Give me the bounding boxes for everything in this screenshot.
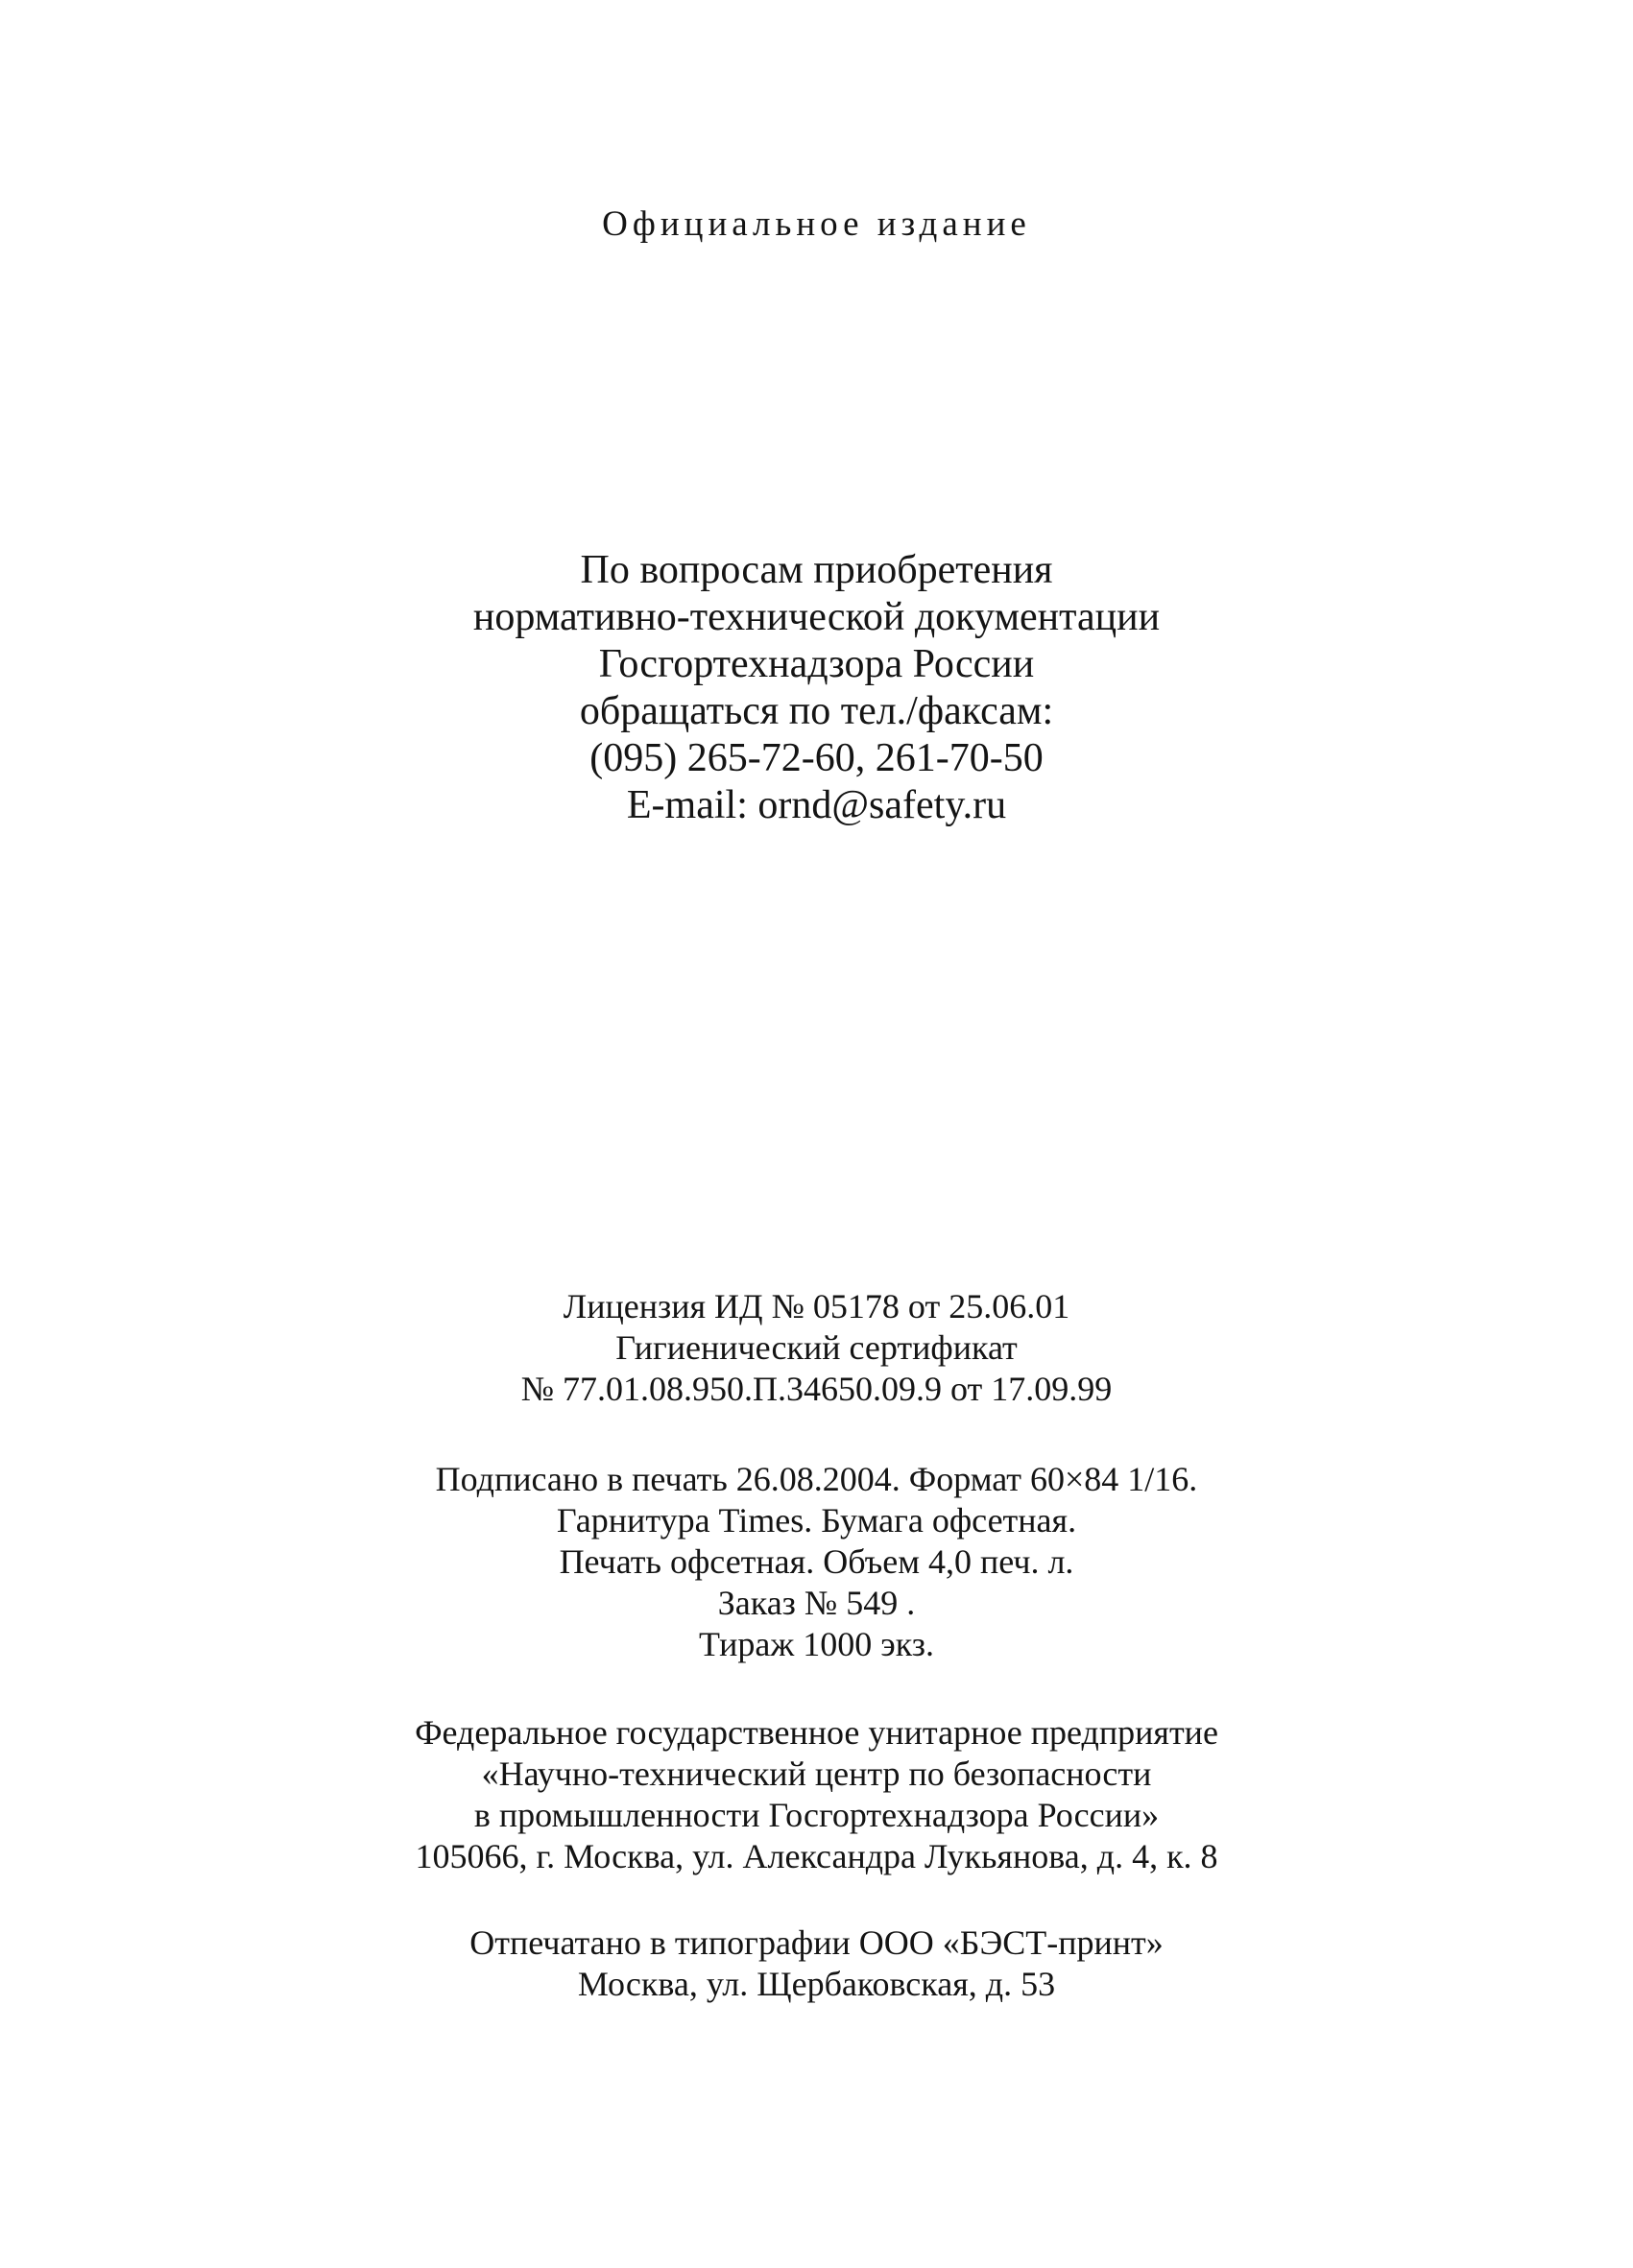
imprint-line: Печать офсетная. Объем 4,0 печ. л. bbox=[559, 1542, 1074, 1581]
official-edition-text: Официальное издание bbox=[602, 204, 1031, 244]
license-line: № 77.01.08.950.П.34650.09.9 от 17.09.99 bbox=[520, 1370, 1113, 1408]
contacts-line: По вопросам приобретения bbox=[580, 548, 1053, 592]
imprint-line: Подписано в печать 26.08.2004. Формат 60×84 1/16. bbox=[435, 1460, 1198, 1498]
contacts-line: обращаться по тел./факсам: bbox=[579, 689, 1054, 733]
license-line: Лицензия ИД № 05178 от 25.06.01 bbox=[563, 1287, 1070, 1325]
license-line: Гигиенический сертификат bbox=[615, 1328, 1018, 1367]
imprint-line: Гарнитура Times. Бумага офсетная. bbox=[556, 1501, 1077, 1540]
publisher-address: 105066, г. Москва, ул. Александра Лукьянова, д. 4, к. 8 bbox=[415, 1837, 1218, 1875]
imprint-line: Тираж 1000 экз. bbox=[699, 1625, 934, 1663]
publisher-line: «Научно-технический центр по безопасности bbox=[481, 1755, 1152, 1793]
contacts-phones: (095) 265-72-60, 261-70-50 bbox=[589, 736, 1044, 780]
imprint-block bbox=[0, 1459, 1633, 1665]
publisher-line: в промышленности Госгортехнадзора России» bbox=[473, 1796, 1160, 1834]
contacts-line: Госгортехнадзора России bbox=[598, 642, 1035, 686]
printer-line: Отпечатано в типографии ООО «БЭСТ-принт» bbox=[469, 1923, 1164, 1962]
imprint-line: Заказ № 549 . bbox=[717, 1584, 916, 1622]
publisher-line: Федеральное государственное унитарное предприятие bbox=[415, 1713, 1218, 1752]
printer-address: Москва, ул. Щербаковская, д. 53 bbox=[577, 1965, 1056, 2003]
contacts-email: E-mail: ornd@safety.ru bbox=[626, 783, 1007, 827]
official-edition-heading bbox=[0, 203, 1633, 246]
contacts-line: нормативно-технической документации bbox=[472, 595, 1161, 639]
contacts-block bbox=[0, 547, 1633, 829]
publisher-block bbox=[0, 1712, 1633, 1877]
license-block bbox=[0, 1286, 1633, 1410]
printer-block bbox=[0, 1922, 1633, 2005]
